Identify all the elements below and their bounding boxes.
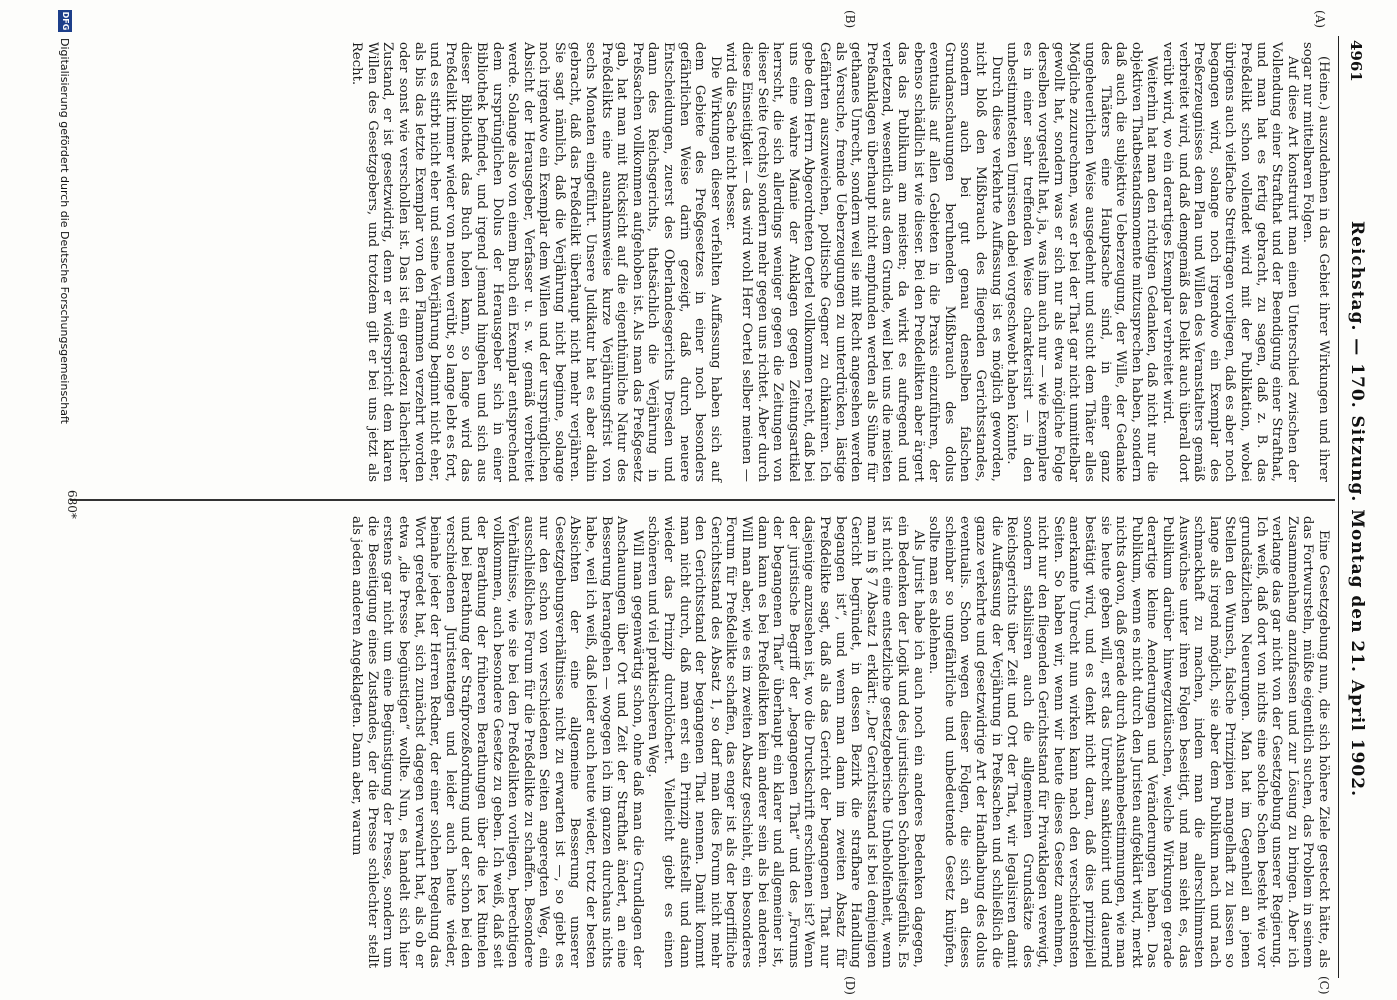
- paragraph: Durch diese verkehrte Auffassung ist es möglich geworden, nicht bloß den Mißbrauch des fliegenden Gerichtsstandes, sondern auch bei gut genau denselben falschen Grundanschauungen beruhenden Mißbrauch des dolus eventualis auf allen Gebieten in die Praxis einzuführen, der ebenso schädlich ist wie dieser. Bei den Preßdelikten aber ärgert das das Publikum am meisten; da wirkt es aufregend und verletzend, wesentlich aus dem Grunde, weil bei uns die meisten Preßanklagen überhaupt nicht empfunden werden als Sühne für gethanes Unrecht, sondern weil sie mit Recht angesehen werden als Versuche, fremde Ueberzeugungen zu unterdrücken, lästige Gefährten auszuweichen, politische Gegner zu chikaniren. Ich gebe dem Herrn Abgeordneten Oertel vollkommen recht, daß bei uns eine wahre Manie der Anklagen gegen Zeitungsartikel herrscht, die sich allerdings weniger gegen die Zeitungen von dieser Seite (rechts) sondern mehr gegen uns richtet. Aber durch diese Einseitigkeit — das wird wohl Herr Oertel selber meinen — wird die Sache nicht besser.: [723, 42, 1004, 482]
- paragraph: Als Jurist habe ich auch noch ein anderes Bedenken dagegen, ein Bedenken der Logik und des juristischen Schönheitsgefühls. Es ist nicht eine entsetzliche gesetzgeberische Unbeholfenheit, wenn man in § 7 Absatz 1 erklärt: „Der Gerichtsstand ist bei demjenigen Gericht begründet, in dessen Bezirk die strafbare Handlung begangen ist“, und wenn man dann im zweiten Absatz für Preßdelikte sagt, daß als das Gericht der begangenen That nur dasjenige anzusehen ist, wo die Druckschrift erschienen ist? Wenn der juristische Begriff der „begangenen That“ und des „Forums der begangenen That“ überhaupt ein klarer und allgemeiner ist, dann kann es bei Preßdelikten kein anderer sein als bei anderen. Will man aber, wie es im zweiten Absatz geschieht, ein besonderes Forum für Preßdelikte schaffen, das enger ist als der begriffliche Gerichtsstand des Absatz 1, so darf man dies Forum nicht mehr den Gerichtsstand der begangenen That nennen. Damit kommt man nicht durch, daß man erst ein Prinzip aufstellt und dann wieder das Prinzip durchlöchert. Vielleicht giebt es einen schöneren und viel praktischeren Weg.: [645, 516, 926, 968]
- paragraph: Die Wirkungen dieser verfehlten Auffassung haben sich auf dem Gebiete des Preßgesetzes in einer noch besonders gefährlichen Weise darin gezeigt, daß durch neuere Entscheidungen, zuerst des Oberlandesgerichts Dresden und dann des Reichsgerichts, thatsächlich die Verjährung in Preßsachen vollkommen aufgehoben ist. Als man das Preßgesetz gab, hat man mit Rücksicht auf die eigenthümliche Natur des Preßdelikts eine ausnahmsweise kurze Verjährungsfrist von sechs Monaten eingeführt. Unsere Judikatur hat es aber dahin gebracht, daß das Preßdelikt überhaupt nicht mehr verjähren. Sie sagt nämlich, daß die Verjährung nicht beginne, solange noch irgendwo ein Exemplar dem Willen und der ursprünglichen Absicht der Herausgeber, Verfasser u. s. w. gemäß verbreitet werde. Solange also von einem Buch ein Exemplar entsprechend dem ursprünglichen Dolus der Herausgeber sich in einer Bibliothek befindet, und irgend jemand hingehen und sich aus dieser Bibliothek das Buch holen kann, so lange wird das Preßdelikt immer wieder von neuem verübt, so lange lebt es fort, und es stirbt nicht eher und seine Verjährung beginnt nicht eher, als bis das letzte Exemplar von den Flammen verzehrt worden oder sonst wie verschollen ist. Das ist ein geradezu lächerlicher Zustand, er ist gesetzwidrig, denn er widerspricht dem klaren Willen des Gesetzgebers, und trotzdem gilt er bei uns jetzt als Recht.: [349, 42, 723, 482]
- paragraph: (Heine.) auszudehnen in das Gebiet ihrer Wirkungen und ihrer sogar nur mittelbaren Folgen.: [1300, 42, 1331, 482]
- margin-marker-c: (C): [1317, 976, 1331, 995]
- digitization-text: Digitalisierung gefördert durch die Deutsche Forschungsgemeinschaft: [58, 38, 72, 424]
- paragraph: Auf diese Art konstruirt man einen Unterschied zwischen der Vollendung einer Strafthat und der Beendigung einer Strafthat, und man hat es fertig gebracht, zu sagen, daß z. B. das Preßdelikt schon vollendet wird mit der Publikation, wobei übrigens auch vielfache Streitfragen vorliegen, daß es aber noch begangen wird, solange noch irgendwo ein Exemplar des Preßerzeugnisses dem Plan und Willen des Veranstalters gemäß verbreitet wird, und daß demgemäß das Delikt auch überall dort verübt wird, wo ein derartiges Exemplar verbreitet wird.: [1160, 42, 1300, 482]
- page-header: [1341, 40, 1367, 978]
- right-column: [349, 516, 1331, 968]
- digitization-credit: [55, 10, 75, 990]
- dfg-logo: DFG: [58, 10, 72, 32]
- column-divider: [70, 499, 1335, 501]
- left-column: [349, 42, 1331, 482]
- margin-marker-a: (A): [1313, 10, 1327, 29]
- paragraph: Weiterhin hat man den richtigen Gedanken, daß nicht nur die objektiven Thatbestandsmomente mitzusprechen haben, sondern daß auch die subjektive Ueberzeugung, der Wille, der Gedanke des Thäters eine Hauptsache sind, in einer ganz ungeheuerlichen Weise ausgedehnt und sucht dem Thäter alles Mögliche zuzurechnen, was er bei der That gar nicht unmittelbar gewollt hat, sondern was er sich nur als etwa mögliche Folge derselben vorgestellt hat, ja, was ihm auch nur — wie Exemplare es in einer sehr treffenden Weise charakterisirt — in den unbestimmtesten Umrissen dabei vorgeschwebt haben könnte.: [1004, 42, 1160, 482]
- margin-marker-d: (D): [843, 976, 857, 995]
- margin-marker-b: (B): [843, 10, 857, 29]
- folio-mark: 680*: [65, 490, 79, 519]
- session-title: Reichstag. — 170. Sitzung. Montag den 21. April 1902.: [1347, 221, 1367, 797]
- page-number: 4961: [1347, 40, 1365, 82]
- paragraph: Eine Gesetzgebung nun, die sich höhere Ziele gesteckt hätte, als das Fortwursteln, müßte eigentlich suchen, das Problem in seinem Zusammenhang anzufassen und zur Lösung zu bringen. Aber ich verlange das gar nicht von der Gesetzgebung unserer Regierung. Ich weiß, daß dort von nichts eine solche Schen besteht wie vor grundsätzlichen Neuerungen. Man hat im Gegenheil an jenen Stellen den Wunsch, falsche Prinzipien mangelhaft zu lassen so lange als irgend möglich, sie aber dem Publikum nach und nach schmackhaft zu machen, indem man die allerschlimmsten Auswüchse unter ihren Folgen beseitigt, und man sieht es, das Publikum darüber hinwegzutäuschen, welche Wirkungen gerade derartige kleine Aenderungen und Veränderungen haben. Das Publikum, wenn es nicht durch den Juristen aufgeklärt wird, merkt nichts davon, daß gerade durch Ausnahmebestimmungen, wie man sie heute geben will, erst das Unrecht sanktionirt und dauernd bestätigt wird, und es denkt nicht daran, daß dies prinzipiell anerkannte Unrecht nun wirken kann nach den verschiedensten Seiten. So haben wir, wenn wir heute dieses Gesetz annehmen, nicht nur den fliegenden Gerichtsstand für Privatklagen verewigt, sondern stabilisiren auch die allgemeinen Grundsätze des Reichsgerichts über Zeit und Ort der That, wir legalisiren damit die Auffassung der Verjährung in Preßsachen und schließlich die ganze verkehrte und gesetzwidrige Art der Handhabung des dolus eventualis. Schon wegen dieser Folgen, die sich an dieses scheinbar so ungefährliche und unbedeutende Gesetz knüpfen, sollte man es ablehnen.: [926, 516, 1331, 968]
- header-rule: [1338, 36, 1339, 978]
- paragraph: Will man gegenwärtig schon, ohne daß man die Grundlagen der Anschauungen über Ort und Zeit der Strafthat ändert, an eine Besserung herangehen — wogegen ich im ganzen durchaus nichts habe, weil ich weiß, daß leider auch heute wieder, trotz der besten Absichten der eine allgemeine Besserung unserer Gesetzgebungsverhältnisse nicht zu erwarten ist —, so giebt es nur den schon von verschiedenen Seiten angeregten Weg, ein ausschließliches Forum für die Preßdelikte zu schaffen. Besondere Verhältnisse, wie sie bei den Preßdelikten vorliegen, berechtigen vollkommen, auch besondere Gesetze zu geben. Ich weiß, daß seit der Berathung der früheren Berathungen über die lex Rintelen und bei Berathung der Strafprozeßordnung und der schon bei den verschiedenen Juristentagen und leider auch heute wieder, beinahe jeder der Herren Redner, der einer solchen Regelung das Wort geredet hat, sich zunächst dagegen verwahrt hat, als ob er etwa „die Presse begünstigen“ wollte. Nun, es handelt sich hier erstens gar nicht um eine Begünstigung der Presse, sondern um die Beseitigung eines Zustandes, der die Presse schlechter stellt als jeden anderen Angeklagten. Dann aber, warum: [349, 516, 645, 968]
